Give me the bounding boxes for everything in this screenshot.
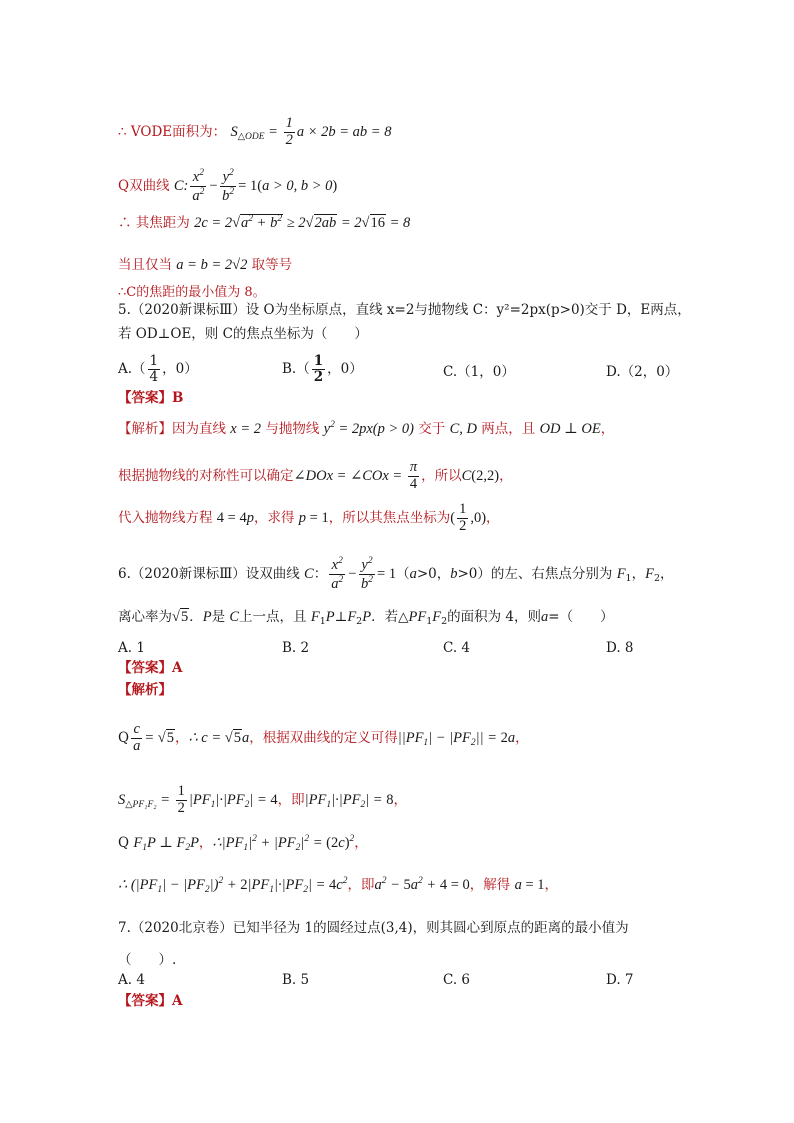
q5-stem-line2: 若 OD⊥OE，则 C的焦点坐标为（ ） — [118, 326, 368, 342]
q6-stem-line2: 离心率为√5．P是 C上一点，且 $F_1P\perp F_2P$．若$\triangle PF_1F_2$的面积为 4，则a=（ ） — [118, 609, 614, 627]
area-line: ∴ VODE面积为： $S_{\triangle ODE}$ = $\frac{1}{2}$ a × 2b = ab = 8 — [118, 115, 392, 148]
conclusion-line: ∴C的焦距的最小值为 8。 — [118, 285, 266, 300]
q7-option-b: B. 5 — [282, 972, 310, 988]
equality-formula: a = b = 2√2 — [176, 257, 248, 273]
q5-answer: 【答案】B — [118, 390, 184, 406]
focal-line: ∴ 其焦距为 $2c = 2√a^2 + b^2 \ge 2√2ab = 2√16 = 8$ — [118, 214, 411, 231]
q6-analysis-title: 【解析】 — [118, 682, 172, 698]
q7-option-a: A. 4 — [118, 972, 145, 988]
q6-option-d: D. 8 — [606, 640, 634, 656]
q7-stem-line1: 7.（2020北京卷）已知半径为 1的圆经过点(3,4)，则其圆心到原点的距离的最小值为 — [118, 920, 629, 936]
focal-formula: $2c = 2√a^2 + b^2 \ge 2√2ab = 2√16 = 8$ — [194, 214, 411, 231]
q6-stem-line1: 6.（2020新课标Ⅲ）设双曲线 C： $\frac{x^2}{a^2}$ − $\frac{y^2}{b^2}$ = 1（a>0，b>0）的左、右焦点分别为 $F_1$，$F_2$， — [118, 556, 674, 592]
q6-option-b: B. 2 — [282, 640, 310, 656]
q5-stem-line1: 5.（2020新课标Ⅲ）设 O为坐标原点，直线 x=2与抛物线 C：y²=2px(p>0)交于 D，E两点， — [118, 302, 691, 318]
q6-step3: Q $F_1P$ ⊥ $F_2P$，$\therefore|PF_1|^2 + |PF_2|^2 = (2c)^2$， — [118, 834, 368, 853]
q5-option-a: A.（ $\frac{1}{4}$ ，0） — [118, 353, 198, 385]
q7-option-d: D. 7 — [606, 972, 634, 988]
equality-line: 当且仅当 a = b = 2√2 取等号 — [118, 257, 293, 273]
q6-step4: ∴ $(|PF_1| - |PF_2|)^2 + 2|PF_1|\cdot|PF_2| = 4c^2$，即$a^2 - 5a^2 + 4 = 0$，解得 a = 1， — [118, 876, 558, 895]
q7-stem-line2: （ ）. — [118, 952, 177, 968]
hyperbola-line: Q双曲线 C: $\frac{x^2}{a^2}$ − $\frac{y^2}{b^2}$ = 1(a > 0, b > 0) — [118, 168, 338, 204]
q7-answer: 【答案】A — [118, 993, 183, 1009]
q5-analysis-line3: 代入抛物线方程 4 = 4p，求得 p = 1，所以其焦点坐标为( $\frac{1}{2}$ ,0)， — [118, 501, 500, 534]
q5-analysis-line1: 【解析】因为直线 x = 2 与抛物线 $y^2 = 2px(p > 0)$ 交于 C, D 两点，且 OD ⊥ OE， — [118, 420, 615, 437]
q5-option-c: C.（1，0） — [443, 364, 515, 380]
q6-option-c: C. 4 — [443, 640, 471, 656]
q5-option-b: B.（ $\frac{1}{2}$ ，0） — [282, 353, 363, 385]
area-formula: $S_{\triangle ODE}$ = $\frac{1}{2}$ a × 2b = ab = 8 — [230, 115, 392, 148]
q6-answer: 【答案】A — [118, 660, 183, 676]
hyperbola-formula: C: $\frac{x^2}{a^2}$ − $\frac{y^2}{b^2}$ = 1(a > 0, b > 0) — [173, 168, 338, 204]
q6-option-a: A. 1 — [118, 640, 145, 656]
q7-option-c: C. 6 — [443, 972, 471, 988]
q5-option-d: D.（2，0） — [606, 364, 679, 380]
q6-step2: $S_{\triangle PF_1F_2}$ = $\frac{1}{2}$ $|PF_1|\cdot|PF_2| = 4$，即$|PF_1|\cdot|PF_2| = 8$， — [118, 783, 407, 816]
q5-analysis-line2: 根据抛物线的对称性可以确定∠DOx = ∠COx = $\frac{\pi}{4}$ ，所以C(2,2)， — [118, 459, 513, 492]
q6-step1: Q $\frac{c}{a}$ = √5，∴ c = √5a，根据双曲线的定义可得$||PF_1| - |PF_2|| = 2a$， — [118, 721, 529, 754]
